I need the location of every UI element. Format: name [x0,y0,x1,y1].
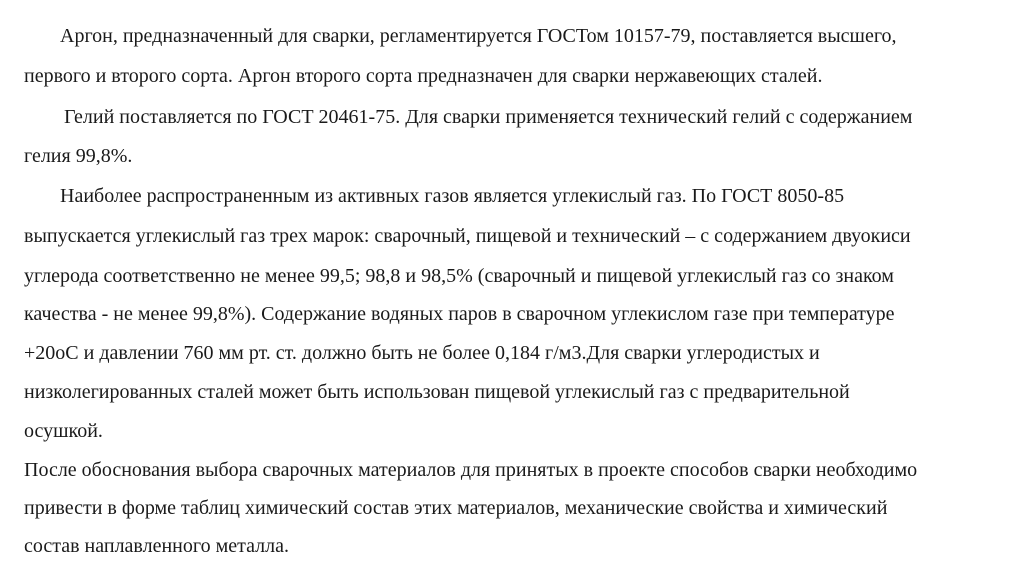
paragraph-helium-line-2: гелия 99,8%. [24,145,133,167]
paragraph-co2-line-3: углерода соответственно не менее 99,5; 98,8 и 98,5% (сварочный и пищевой углекислый газ со знаком [24,265,894,287]
paragraph-materials-line-2: привести в форме таблиц химический состав этих материалов, механические свойства и химический [24,497,888,519]
paragraph-co2-line-2: выпускается углекислый газ трех марок: сварочный, пищевой и технический – с содержанием двуокиси [24,225,911,247]
paragraph-argon-line-2: первого и второго сорта. Аргон второго сорта предназначен для сварки нержавеющих сталей. [24,65,823,87]
paragraph-co2-line-7: осушкой. [24,420,103,442]
paragraph-helium-line-1: Гелий поставляется по ГОСТ 20461-75. Для сварки применяется технический гелий с содержанием [64,106,913,128]
paragraph-materials-line-1: После обоснования выбора сварочных материалов для принятых в проекте способов сварки необходимо [24,459,918,481]
paragraph-co2-line-1: Наиболее распространенным из активных газов является углекислый газ. По ГОСТ 8050-85 [60,185,845,207]
paragraph-materials-line-3: состав наплавленного металла. [24,535,289,557]
paragraph-co2-line-4: качества - не менее 99,8%). Содержание водяных паров в сварочном углекислом газе при температуре [24,303,895,325]
paragraph-co2-line-5: +20оС и давлении 760 мм рт. ст. должно быть не более 0,184 г/м3.Для сварки углеродистых и [24,342,820,364]
paragraph-argon-line-1: Аргон, предназначенный для сварки, регламентируется ГОСТом 10157-79, поставляется высшего, [60,25,897,47]
paragraph-co2-line-6: низколегированных сталей может быть использован пищевой углекислый газ с предварительной [24,381,850,403]
